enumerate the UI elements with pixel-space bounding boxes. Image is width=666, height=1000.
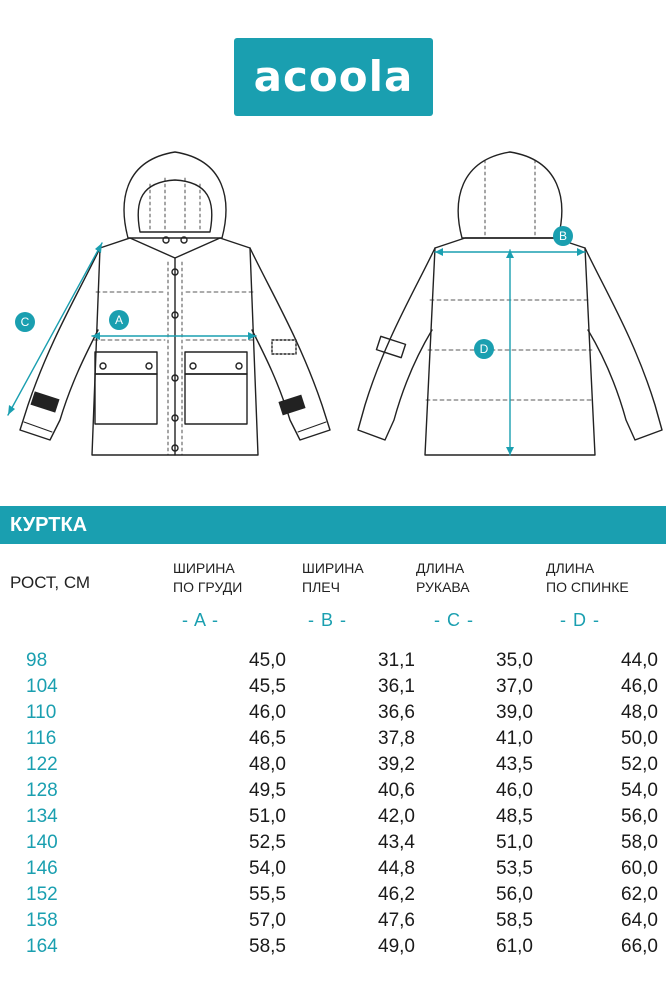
column-letter-d: - D - [560,610,600,630]
table-row [0,726,658,752]
height-column-header: РОСТ, СМ [10,573,91,592]
back-cell: 52,0 [621,754,658,775]
back-cell: 60,0 [621,858,658,879]
back-cell: 50,0 [621,728,658,749]
height-cell: 116 [26,728,57,749]
back-cell: 44,0 [621,650,658,671]
shoulder-cell: 31,1 [378,650,415,671]
column-header-line: ПЛЕЧ [302,579,340,595]
column-header-line: ШИРИНА [302,560,364,576]
sleeve-cell: 48,5 [496,806,533,827]
column-letter-a: - A - [182,610,220,630]
chest-cell: 52,5 [249,832,286,853]
height-cell: 140 [26,832,58,853]
height-cell: 134 [26,806,58,827]
chest-cell: 45,5 [249,676,286,697]
jacket-front-sketch [20,152,330,455]
table-row [0,908,658,934]
column-letter-b: - B - [308,610,347,630]
sleeve-cell: 53,5 [496,858,533,879]
height-cell: 158 [26,910,58,931]
sleeve-cell: 37,0 [496,676,533,697]
back-cell: 58,0 [621,832,658,853]
sleeve-cell: 56,0 [496,884,533,905]
brand-logo-text: acoola [253,52,414,101]
table-row [0,856,658,882]
table-row [0,700,658,726]
shoulder-cell: 47,6 [378,910,415,931]
size-table [0,648,658,960]
sleeve-cell: 61,0 [496,936,533,957]
shoulder-cell: 44,8 [378,858,415,879]
column-header-back [546,559,629,597]
shoulder-cell: 42,0 [378,806,415,827]
column-header-chest [173,559,242,597]
column-header-sleeve [416,559,470,597]
sleeve-cell: 39,0 [496,702,533,723]
height-cell: 152 [26,884,58,905]
table-row [0,674,658,700]
column-header-line: ПО ГРУДИ [173,579,243,595]
height-cell: 146 [26,858,58,879]
table-row [0,778,658,804]
height-cell: 128 [26,780,58,801]
chest-cell: 51,0 [249,806,286,827]
marker-b-label: B [558,229,568,243]
chest-cell: 46,5 [249,728,286,749]
sleeve-cell: 46,0 [496,780,533,801]
height-cell: 98 [26,650,48,671]
marker-c-label: C [20,315,30,329]
section-title: КУРТКА [10,514,88,536]
chest-cell: 54,0 [249,858,286,879]
height-cell: 164 [26,936,58,957]
table-row [0,882,658,908]
shoulder-cell: 40,6 [378,780,415,801]
chest-cell: 45,0 [249,650,286,671]
chest-cell: 55,5 [249,884,286,905]
column-letter-c: - C - [434,610,474,630]
chest-cell: 49,5 [249,780,286,801]
shoulder-cell: 46,2 [378,884,415,905]
table-row [0,934,658,960]
back-cell: 46,0 [621,676,658,697]
sleeve-cell: 35,0 [496,650,533,671]
shoulder-cell: 43,4 [378,832,415,853]
jacket-sketch [0,140,666,470]
section-band [0,506,666,544]
back-cell: 56,0 [621,806,658,827]
marker-d-label: D [479,342,489,356]
back-cell: 54,0 [621,780,658,801]
column-header-line: ДЛИНА [546,560,595,576]
shoulder-cell: 37,8 [378,728,415,749]
table-row [0,804,658,830]
height-cell: 122 [26,754,58,775]
sleeve-cell: 51,0 [496,832,533,853]
height-cell: 104 [26,676,58,697]
sleeve-cell: 43,5 [496,754,533,775]
height-cell: 110 [26,702,57,723]
shoulder-cell: 49,0 [378,936,415,957]
table-row [0,648,658,674]
brand-logo [234,38,433,116]
column-header-line: ШИРИНА [173,560,235,576]
shoulder-cell: 36,6 [378,702,415,723]
column-header-line: ДЛИНА [416,560,465,576]
table-row [0,830,658,856]
back-cell: 66,0 [621,936,658,957]
shoulder-cell: 39,2 [378,754,415,775]
chest-cell: 58,5 [249,936,286,957]
chest-cell: 57,0 [249,910,286,931]
sleeve-cell: 41,0 [496,728,533,749]
back-cell: 48,0 [621,702,658,723]
back-cell: 64,0 [621,910,658,931]
column-header-shoulders [302,559,364,597]
column-header-line: РУКАВА [416,579,470,595]
table-row [0,752,658,778]
marker-a-label: A [114,313,124,327]
back-cell: 62,0 [621,884,658,905]
chest-cell: 48,0 [249,754,286,775]
column-header-line: ПО СПИНКЕ [546,579,629,595]
shoulder-cell: 36,1 [378,676,415,697]
chest-cell: 46,0 [249,702,286,723]
sleeve-cell: 58,5 [496,910,533,931]
